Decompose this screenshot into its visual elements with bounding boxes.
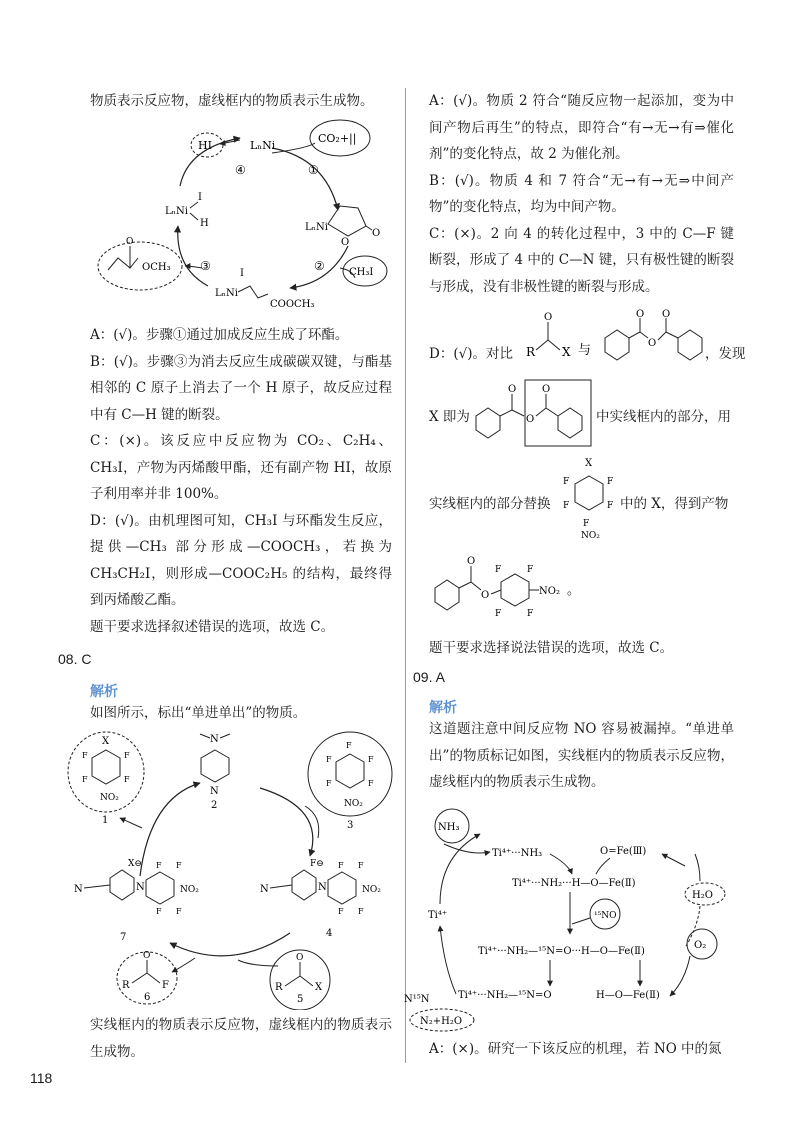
ester-cooch3: COOCH₃ xyxy=(270,299,315,310)
svg-text:N: N xyxy=(210,734,219,745)
svg-text:X: X xyxy=(562,345,571,359)
step3-label: ③ xyxy=(200,259,211,273)
ni-top: LₙNi xyxy=(250,139,276,152)
q09-a-wrap xyxy=(429,1036,734,1063)
right-conclusion: 题干要求选择说法错误的选项，故选 C。 xyxy=(429,640,674,656)
svg-text:F: F xyxy=(82,751,88,760)
q09-answer: 09. A xyxy=(413,669,445,685)
q08-answer: 08. C xyxy=(58,651,92,667)
svg-text:X: X xyxy=(585,458,593,469)
svg-text:O: O xyxy=(508,384,517,395)
option-c: C：(×)。该反应中反应物为 CO₂、C₂H₄、CH₃I，产物为丙烯酸甲酯，还有副产物 HI，故原子利用率并非 100%。 xyxy=(90,433,392,502)
left-intro: 物质表示反应物，虚线框内的物质表示生成物。 xyxy=(90,93,374,109)
lactone-o2: O xyxy=(372,228,381,239)
svg-text:F: F xyxy=(527,609,534,619)
right-column xyxy=(429,88,734,300)
svg-text:X: X xyxy=(315,982,323,993)
svg-text:F: F xyxy=(162,980,169,991)
svg-text:。: 。 xyxy=(567,583,581,598)
option-d: D：(√)。由机理图可知，CH₃I 与环酯发生反应，提供—CH₃ 部分形成—COOCH₃，若换为 CH₃CH₂I，则形成—COOC₂H₅ 的结构，最终得到丙烯酸乙酯。 xyxy=(90,512,392,608)
x-solid-box xyxy=(525,380,591,446)
right-d3-b: 中的 X，得到产物 xyxy=(620,496,729,512)
svg-text:NO₂: NO₂ xyxy=(539,586,560,597)
svg-text:F: F xyxy=(358,861,364,870)
svg-text:O: O xyxy=(662,309,671,320)
svg-text:Ti⁴⁺···NH₂···H—O—Fe(Ⅱ): Ti⁴⁺···NH₂···H—O—Fe(Ⅱ) xyxy=(512,878,636,889)
step1-label: ① xyxy=(308,163,319,177)
svg-text:F: F xyxy=(176,861,182,870)
ni-hi-ni: LₙNi xyxy=(165,206,188,217)
right-d-label: D：(√)。对比 xyxy=(429,346,513,362)
svg-text:与: 与 xyxy=(578,343,592,358)
svg-text:R: R xyxy=(275,982,283,993)
svg-text:F: F xyxy=(326,755,332,764)
svg-text:F: F xyxy=(495,565,502,575)
svg-text:F: F xyxy=(326,779,332,788)
svg-text:F: F xyxy=(358,907,364,916)
step2-label: ② xyxy=(314,259,325,273)
svg-text:F: F xyxy=(607,477,614,487)
q09-text: 这道题注意中间反应物 NO 容易被漏掉。“单进单出”的物质标记如图，实线框内的物质表示反应物，虚线框内的物质表示生成物。 xyxy=(429,721,734,790)
product-structure xyxy=(429,552,594,622)
svg-text:F: F xyxy=(368,755,374,764)
hi-label: HI xyxy=(198,139,212,152)
option-b: B：(√)。步骤③为消去反应生成碳碳双键，与酯基相邻的 C 原子上消去了一个 H 原子，故反应过程中有 C—H 键的断裂。 xyxy=(90,353,392,423)
svg-text:F: F xyxy=(82,775,88,784)
ester-ni: LₙNi xyxy=(215,288,238,299)
right-d2-a: X 即为 xyxy=(429,409,470,425)
svg-text:¹⁵NO: ¹⁵NO xyxy=(594,911,617,921)
left-options xyxy=(90,322,392,640)
ni-hi-i: I xyxy=(198,192,202,203)
arrow-co2-in xyxy=(272,143,315,153)
svg-text:F: F xyxy=(527,565,534,575)
ch3i-label: CH₃I xyxy=(349,267,374,278)
lactone-ni: LₙNi xyxy=(305,222,328,233)
svg-text:F: F xyxy=(583,519,590,529)
q08-tail: 实线框内的物质表示反应物，虚线框内的物质表示生成物。 xyxy=(90,1017,392,1060)
svg-text:F: F xyxy=(346,741,352,750)
arrow-step3 xyxy=(178,226,208,286)
svg-text:NO₂: NO₂ xyxy=(100,793,119,803)
ni-hi-h: H xyxy=(200,218,209,229)
right-d2-b: 中实线框内的部分，用 xyxy=(596,409,731,425)
svg-text:F: F xyxy=(156,907,162,916)
svg-text:H—O—Fe(Ⅱ): H—O—Fe(Ⅱ) xyxy=(596,990,660,1001)
left-column xyxy=(90,88,392,115)
q08-intro-wrap xyxy=(90,700,392,727)
svg-text:H₂O: H₂O xyxy=(692,890,713,901)
q08-intro: 如图所示，标出“单进单出”的物质。 xyxy=(90,705,307,721)
svg-text:O: O xyxy=(542,384,551,395)
page-number: 118 xyxy=(30,1070,53,1086)
svg-text:O: O xyxy=(544,312,553,323)
svg-text:N: N xyxy=(74,884,83,895)
lactone-ring xyxy=(328,206,366,236)
option-a: A：(√)。步骤①通过加成反应生成了环酯。 xyxy=(90,327,349,343)
svg-text:Ti⁴⁺···NH₂—¹⁵N=O: Ti⁴⁺···NH₂—¹⁵N=O xyxy=(458,990,552,1001)
svg-text:R: R xyxy=(526,345,536,359)
svg-text:F: F xyxy=(124,751,130,760)
svg-text:N: N xyxy=(260,884,269,895)
conclusion-07: 题干要求选择叙述错误的选项，故选 C。 xyxy=(90,618,335,635)
svg-text:O₂: O₂ xyxy=(694,940,707,951)
svg-text:O: O xyxy=(648,338,657,349)
pentafluoro-x-structure xyxy=(555,456,625,542)
acrylate-och3: OCH₃ xyxy=(142,262,171,273)
label-4: 4 xyxy=(326,928,333,939)
svg-text:F: F xyxy=(338,861,344,870)
right-conclusion-wrap xyxy=(429,635,734,662)
svg-text:N: N xyxy=(318,882,327,893)
label-7: 7 xyxy=(120,932,127,943)
svg-text:F⊖: F⊖ xyxy=(310,859,324,869)
svg-text:NO₂: NO₂ xyxy=(180,885,199,895)
right-d-fx: ，发现 xyxy=(705,346,746,362)
svg-text:Ti⁴⁺: Ti⁴⁺ xyxy=(428,910,448,921)
svg-text:N: N xyxy=(210,786,219,797)
right-d3-a: 实线框内的部分替换 xyxy=(429,496,551,512)
step4-label: ④ xyxy=(235,163,246,177)
svg-text:F: F xyxy=(124,775,130,784)
svg-text:R: R xyxy=(122,980,130,991)
label-2: 2 xyxy=(211,800,218,811)
svg-text:N₂+H₂O: N₂+H₂O xyxy=(420,1016,463,1027)
svg-text:N: N xyxy=(136,882,145,893)
svg-text:NO₂: NO₂ xyxy=(344,799,363,809)
arrow-step1 xyxy=(272,148,338,210)
label-1: 1 xyxy=(102,815,109,826)
svg-text:NH₃: NH₃ xyxy=(438,822,460,833)
svg-text:F: F xyxy=(607,501,614,511)
label-3: 3 xyxy=(347,820,354,831)
svg-text:F: F xyxy=(563,501,570,511)
svg-text:Ti⁴⁺···NH₃: Ti⁴⁺···NH₃ xyxy=(492,848,543,859)
svg-text:O: O xyxy=(526,414,535,425)
label-6: 6 xyxy=(144,992,151,1003)
right-option-c: C：(×)。2 向 4 的转化过程中，3 中的 C—F 键断裂，形成了 4 中的 C—N 键，只有极性键的断裂与形成，没有非极性键的断裂与形成。 xyxy=(429,225,734,295)
ester-i: I xyxy=(240,268,244,279)
label-5: 5 xyxy=(297,994,304,1005)
svg-text:F: F xyxy=(495,609,502,619)
acrylate-o: O xyxy=(126,237,134,247)
svg-text:F: F xyxy=(338,907,344,916)
q08-tail-wrap xyxy=(90,1012,392,1065)
lactone-o: O xyxy=(341,237,350,248)
svg-text:O: O xyxy=(481,590,490,601)
nickel-cycle-diagram xyxy=(90,118,400,313)
q09-jiexi: 解析 xyxy=(429,699,457,715)
acrylate-chain xyxy=(108,258,138,270)
benzoic-anhydride-boxed xyxy=(470,378,595,450)
organocatalysis-cycle-diagram xyxy=(60,728,405,1010)
svg-text:X: X xyxy=(102,736,110,747)
right-option-a: A：(√)。物质 2 符合“随反应物一起添加，变为中间产物后再生”的特点，即符合“有→无→有⇒催化剂”的变化特点，故 2 为催化剂。 xyxy=(429,93,734,162)
q09-text-wrap xyxy=(429,716,734,796)
svg-text:F: F xyxy=(156,861,162,870)
svg-text:F: F xyxy=(368,779,374,788)
svg-text:F: F xyxy=(176,907,182,916)
svg-text:O: O xyxy=(143,951,151,961)
svg-text:NO₂: NO₂ xyxy=(362,885,381,895)
right-option-b: B：(√)。物质 4 和 7 符合“无→有→无⇒中间产物”的变化特点，均为中间产物。 xyxy=(429,172,734,215)
svg-text:F: F xyxy=(563,477,570,487)
svg-text:O=Fe(Ⅲ): O=Fe(Ⅲ) xyxy=(600,846,647,857)
scr-mechanism-diagram xyxy=(400,806,735,1032)
svg-text:N¹⁵N: N¹⁵N xyxy=(404,994,430,1005)
svg-text:X⊖: X⊖ xyxy=(128,859,142,869)
co2-label: CO₂+|| xyxy=(318,132,357,145)
svg-text:O: O xyxy=(296,953,304,963)
svg-text:NO₂: NO₂ xyxy=(581,531,600,541)
svg-text:Ti⁴⁺···NH₂—¹⁵N=O···H—O—Fe(Ⅱ): Ti⁴⁺···NH₂—¹⁵N=O···H—O—Fe(Ⅱ) xyxy=(478,946,645,957)
svg-text:O: O xyxy=(467,556,476,567)
q08-jiexi: 解析 xyxy=(90,683,118,699)
q09-option-a: A：(×)。研究一下该反应的机理，若 NO 中的氮 xyxy=(429,1041,722,1057)
svg-text:O: O xyxy=(636,309,645,320)
